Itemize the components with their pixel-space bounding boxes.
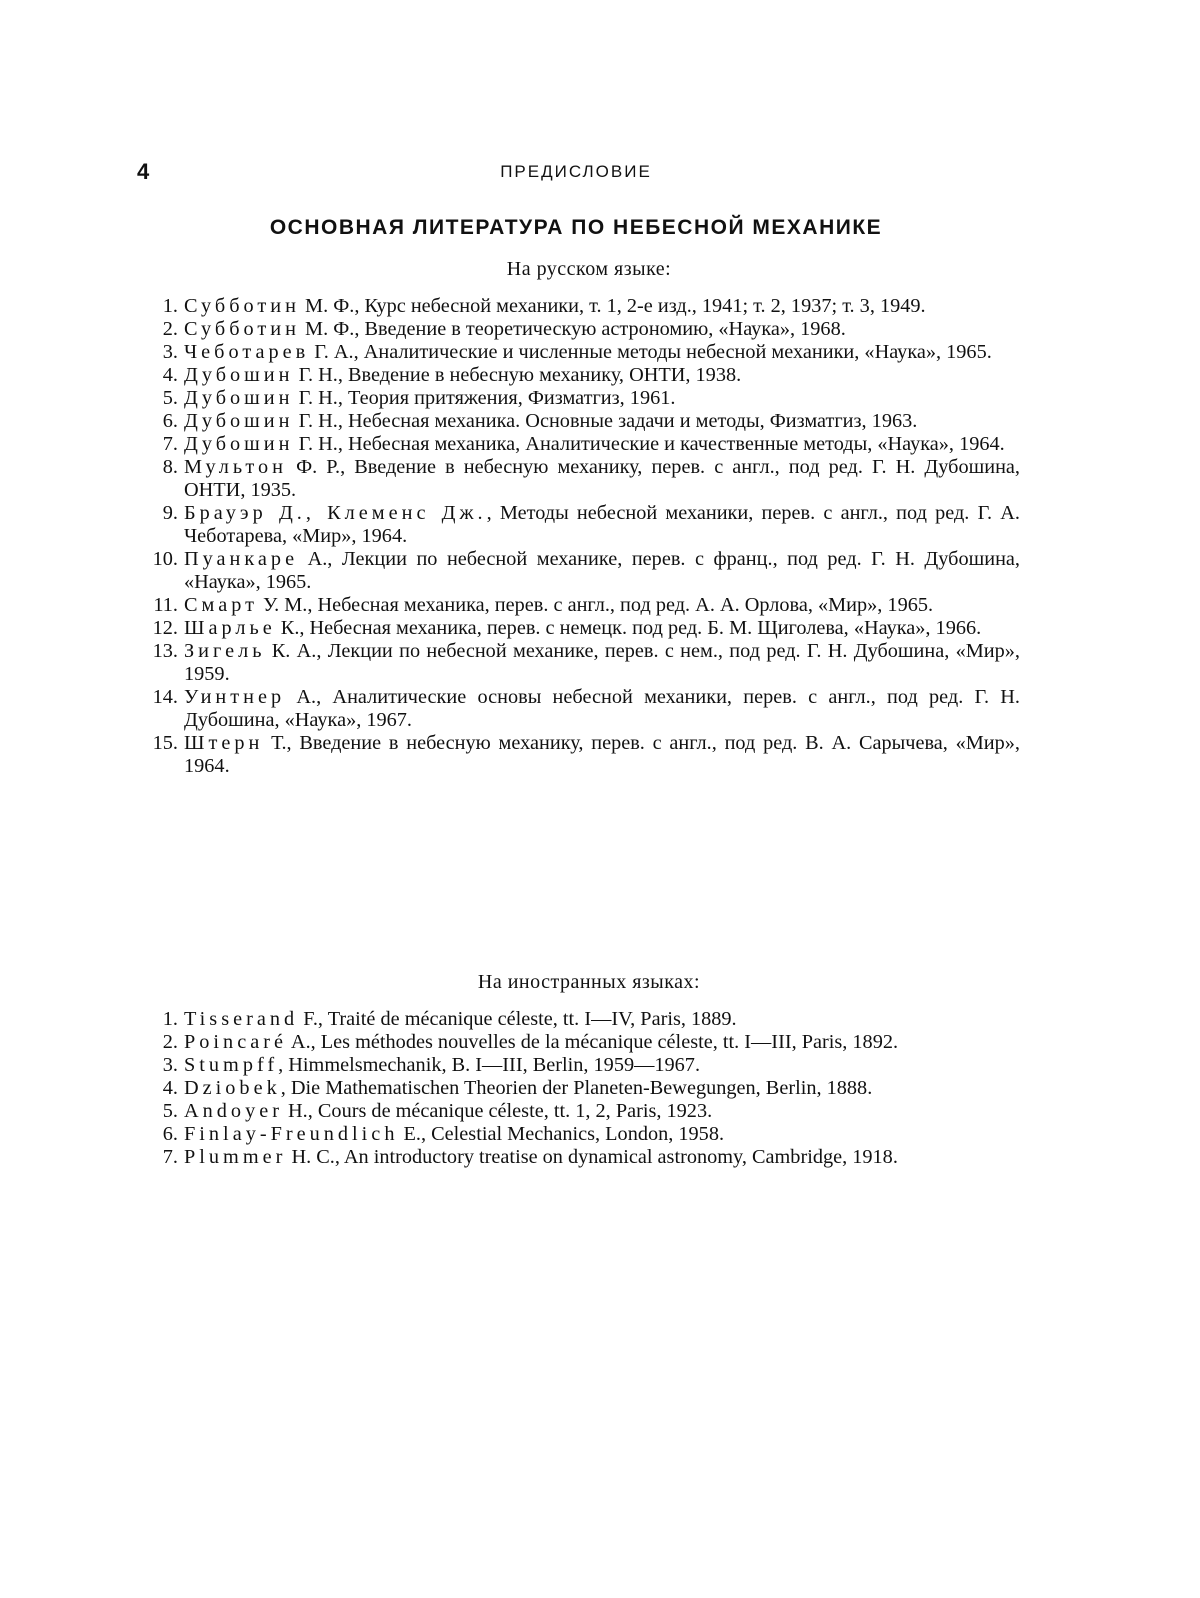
entry-number: 4. bbox=[162, 1077, 178, 1099]
entry-number: 2. bbox=[162, 318, 178, 340]
entry-number: 1. bbox=[162, 1008, 178, 1030]
running-head: ПРЕДИСЛОВИЕ bbox=[500, 162, 652, 181]
entry-citation: У. М., Небесная механика, перев. с англ., под ред. А. А. Орлова, «Мир», 1965. bbox=[257, 594, 934, 616]
entry-author: Дубошин bbox=[184, 433, 294, 455]
entry-number: 2. bbox=[162, 1031, 178, 1053]
entry-citation: , Himmelsmechanik, B. I—III, Berlin, 1959—1967. bbox=[278, 1054, 701, 1076]
entry-author: Stumpff bbox=[184, 1054, 279, 1076]
entry-author: Finlay-Freundlich bbox=[184, 1123, 399, 1145]
entry-number: 14. bbox=[152, 686, 178, 708]
entry-citation: А., Аналитические основы небесной механики, перев. с англ., под ред. Г. Н. Дубошина, «Наука», 1967. bbox=[184, 686, 1020, 731]
entry-author: Брауэр Д., Клеменс Дж. bbox=[184, 502, 487, 524]
entry-number: 9. bbox=[162, 502, 178, 524]
entry-citation: Ф. Р., Введение в небесную механику, перев. с англ., под ред. Г. Н. Дубошина, ОНТИ, 1935. bbox=[184, 456, 1020, 501]
entry-author: Смарт bbox=[184, 594, 258, 616]
entry-citation: Г. Н., Небесная механика, Аналитические и качественные методы, «Наука», 1964. bbox=[293, 433, 1005, 455]
bibliography-entry bbox=[142, 1008, 1020, 1031]
entry-number: 4. bbox=[162, 364, 178, 386]
entry-author: Зигель bbox=[184, 640, 266, 662]
bibliography-entry bbox=[142, 433, 1020, 456]
entry-citation: К., Небесная механика, перев. с немецк. под ред. Б. М. Щиголева, «Наука», 1966. bbox=[275, 617, 982, 639]
bibliography-entry bbox=[142, 732, 1020, 778]
entry-number: 8. bbox=[162, 456, 178, 478]
bibliography-entry bbox=[142, 686, 1020, 732]
bibliography-entry bbox=[142, 594, 1020, 617]
entry-number: 11. bbox=[153, 594, 178, 616]
foreign-bibliography-list bbox=[142, 1008, 1020, 1169]
entry-number: 13. bbox=[152, 640, 178, 662]
entry-number: 15. bbox=[152, 732, 178, 754]
bibliography-entry bbox=[142, 617, 1020, 640]
entry-number: 6. bbox=[162, 410, 178, 432]
entry-author: Дубошин bbox=[184, 364, 294, 386]
entry-author: Plummer bbox=[184, 1146, 287, 1168]
entry-author: Чеботарев bbox=[184, 341, 310, 363]
bibliography-entry bbox=[142, 318, 1020, 341]
entry-author: Poincaré bbox=[184, 1031, 287, 1053]
entry-number: 3. bbox=[162, 341, 178, 363]
entry-author: Шарлье bbox=[184, 617, 276, 639]
entry-citation: A., Les méthodes nouvelles de la mécanique céleste, tt. I—III, Paris, 1892. bbox=[286, 1031, 899, 1053]
entry-citation: F., Traité de mécanique céleste, tt. I—IV, Paris, 1889. bbox=[298, 1008, 737, 1030]
entry-citation: Г. А., Аналитические и численные методы небесной механики, «Наука», 1965. bbox=[309, 341, 992, 363]
entry-citation: H., Cours de mécanique céleste, tt. 1, 2, Paris, 1923. bbox=[282, 1100, 713, 1122]
bibliography-entry bbox=[142, 456, 1020, 502]
entry-author: Tisserand bbox=[184, 1008, 299, 1030]
bibliography-entry bbox=[142, 1054, 1020, 1077]
bibliography-entry bbox=[142, 1123, 1020, 1146]
page-title: ОСНОВНАЯ ЛИТЕРАТУРА ПО НЕБЕСНОЙ МЕХАНИКЕ bbox=[269, 216, 883, 239]
entry-author: Дубошин bbox=[184, 387, 294, 409]
section-heading-foreign: На иностранных языках: bbox=[477, 971, 701, 993]
entry-author: Штерн bbox=[184, 732, 264, 754]
bibliography-entry bbox=[142, 1100, 1020, 1123]
bibliography-entry bbox=[142, 1077, 1020, 1100]
entry-citation: Г. Н., Введение в небесную механику, ОНТИ, 1938. bbox=[293, 364, 742, 386]
entry-citation: Т., Введение в небесную механику, перев. с англ., под ред. В. А. Сарычева, «Мир», 1964. bbox=[184, 732, 1020, 777]
entry-author: Пуанкаре bbox=[184, 548, 299, 570]
bibliography-entry bbox=[142, 364, 1020, 387]
entry-author: Andoyer bbox=[184, 1100, 283, 1122]
section-heading-russian: На русском языке: bbox=[506, 258, 672, 280]
entry-number: 5. bbox=[162, 1100, 178, 1122]
entry-citation: Г. Н., Теория притяжения, Физматгиз, 1961. bbox=[293, 387, 676, 409]
entry-citation: М. Ф., Введение в теоретическую астрономию, «Наука», 1968. bbox=[299, 318, 846, 340]
entry-number: 7. bbox=[162, 1146, 178, 1168]
bibliography-entry bbox=[142, 341, 1020, 364]
entry-number: 7. bbox=[162, 433, 178, 455]
entry-citation: E., Celestial Mechanics, London, 1958. bbox=[398, 1123, 725, 1145]
entry-citation: Г. Н., Небесная механика. Основные задачи и методы, Физматгиз, 1963. bbox=[293, 410, 918, 432]
bibliography-entry bbox=[142, 640, 1020, 686]
entry-number: 5. bbox=[162, 387, 178, 409]
entry-author: Субботин bbox=[184, 295, 300, 317]
entry-author: Dziobek bbox=[184, 1077, 281, 1099]
bibliography-entry bbox=[142, 1146, 1020, 1169]
bibliography-entry bbox=[142, 548, 1020, 594]
entry-citation: К. А., Лекции по небесной механике, перев. с нем., под ред. Г. Н. Дубошина, «Мир», 1959. bbox=[184, 640, 1020, 685]
entry-author: Мультон bbox=[184, 456, 287, 478]
entry-author: Дубошин bbox=[184, 410, 294, 432]
entry-author: Уинтнер bbox=[184, 686, 286, 708]
entry-number: 10. bbox=[152, 548, 178, 570]
entry-citation: , Die Mathematischen Theorien der Planeten-Bewegungen, Berlin, 1888. bbox=[280, 1077, 873, 1099]
entry-number: 3. bbox=[162, 1054, 178, 1076]
entry-citation: А., Лекции по небесной механике, перев. с франц., под ред. Г. Н. Дубошина, «Наука», 1965. bbox=[184, 548, 1020, 593]
entry-author: Субботин bbox=[184, 318, 300, 340]
bibliography-entry bbox=[142, 387, 1020, 410]
bibliography-entry bbox=[142, 295, 1020, 318]
page-number: 4 bbox=[137, 159, 150, 184]
entry-number: 1. bbox=[162, 295, 178, 317]
entry-number: 6. bbox=[162, 1123, 178, 1145]
entry-citation: , Методы небесной механики, перев. с англ., под ред. Г. А. Чеботарева, «Мир», 1964. bbox=[184, 502, 1020, 547]
entry-citation: H. C., An introductory treatise on dynamical astronomy, Cambridge, 1918. bbox=[286, 1146, 898, 1168]
entry-number: 12. bbox=[152, 617, 178, 639]
bibliography-entry bbox=[142, 1031, 1020, 1054]
entry-citation: М. Ф., Курс небесной механики, т. 1, 2-е изд., 1941; т. 2, 1937; т. 3, 1949. bbox=[299, 295, 926, 317]
bibliography-entry bbox=[142, 502, 1020, 548]
bibliography-entry bbox=[142, 410, 1020, 433]
russian-bibliography-list bbox=[142, 295, 1020, 778]
